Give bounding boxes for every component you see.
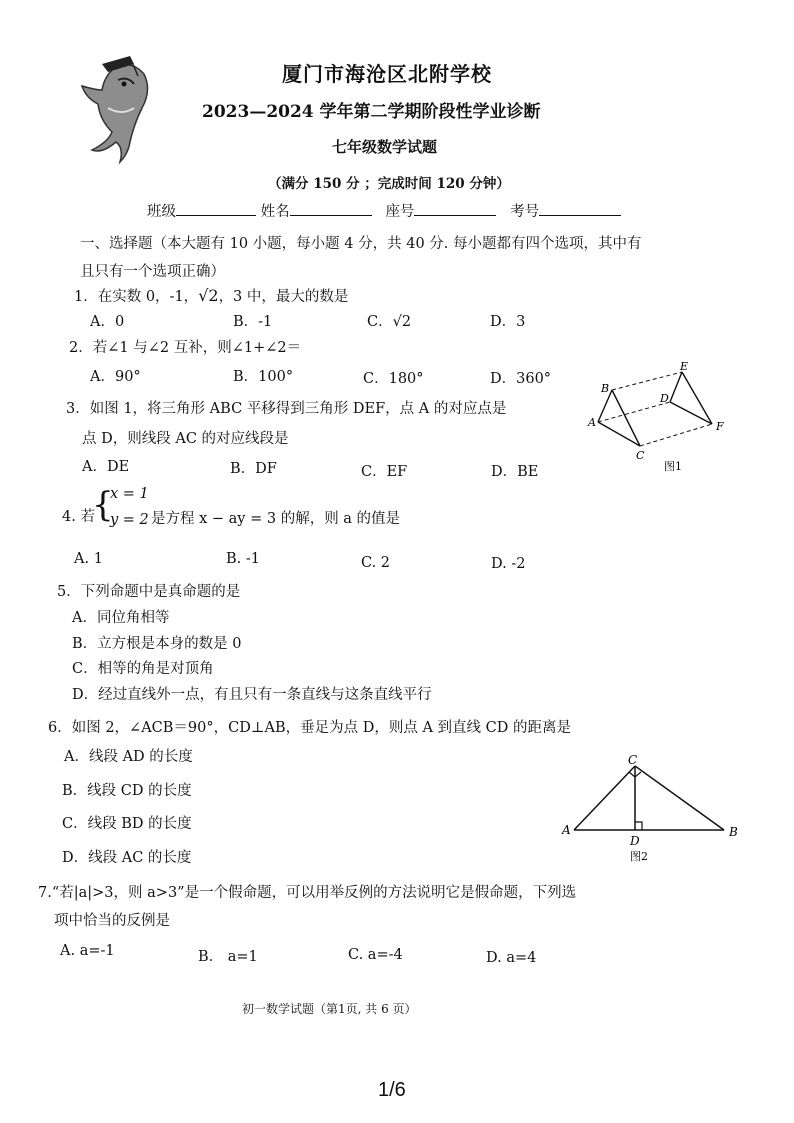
question-4: 是方程 x − ay = 3 的解，则 a 的值是 bbox=[151, 511, 401, 527]
name-field[interactable] bbox=[290, 201, 372, 216]
q6-option-b[interactable]: B．线段 CD 的长度 bbox=[62, 783, 192, 799]
exam-number-label: 考号 bbox=[510, 204, 540, 220]
fig2-label-c: C bbox=[628, 753, 638, 767]
q5-option-b[interactable]: B．立方根是本身的数是 0 bbox=[72, 636, 242, 652]
fig2-segment-bc bbox=[635, 766, 724, 830]
fig1-caption: 图1 bbox=[664, 460, 682, 473]
figure-1 bbox=[584, 358, 734, 476]
q1-option-d[interactable]: D．3 bbox=[490, 314, 526, 330]
q6-option-d[interactable]: D．线段 AC 的长度 bbox=[62, 850, 192, 866]
fig1-label-b: B bbox=[601, 382, 610, 395]
q4-option-a[interactable]: A. 1 bbox=[74, 551, 103, 567]
q2-option-b[interactable]: B．100° bbox=[233, 369, 294, 385]
page-number: 1/6 bbox=[378, 1079, 406, 1101]
question-1: 1．在实数 0，-1，√2，3 中，最大的数是 bbox=[74, 286, 349, 305]
q7-option-c[interactable]: C. a=-4 bbox=[348, 947, 403, 963]
q5-option-d[interactable]: D．经过直线外一点，有且只有一条直线与这条直线平行 bbox=[72, 687, 432, 703]
q7-option-d[interactable]: D. a=4 bbox=[486, 950, 537, 966]
system-brace: { bbox=[92, 485, 114, 525]
class-field[interactable] bbox=[176, 201, 256, 216]
question-2: 2．若∠1 与∠2 互补，则∠1+∠2＝ bbox=[69, 340, 302, 356]
class-label: 班级 bbox=[147, 204, 176, 220]
q4-equation-1: x = 1 bbox=[110, 486, 149, 502]
q1-option-a[interactable]: A．0 bbox=[90, 314, 125, 330]
q2-option-d[interactable]: D．360° bbox=[490, 371, 552, 387]
fig2-caption: 图2 bbox=[630, 850, 648, 863]
q6-option-a[interactable]: A．线段 AD 的长度 bbox=[64, 749, 193, 765]
fig2-label-d: D bbox=[630, 834, 640, 848]
q4-option-c[interactable]: C. 2 bbox=[361, 555, 391, 571]
fig1-label-a: A bbox=[588, 416, 596, 429]
question-3: 3．如图 1，将三角形 ABC 平移得到三角形 DEF，点 A 的对应点是 bbox=[66, 401, 507, 417]
school-name: 厦门市海沧区北附学校 bbox=[282, 62, 492, 86]
fig2-segment-ac bbox=[574, 766, 635, 830]
fig2-label-b: B bbox=[729, 825, 738, 839]
info-fields bbox=[147, 200, 621, 221]
fig1-dash-cf bbox=[640, 424, 712, 446]
q2-option-a[interactable]: A．90° bbox=[90, 369, 141, 385]
fig1-dash-ad bbox=[598, 402, 670, 422]
question-7: 7.“若|a|>3，则 a>3”是一个假命题，可以用举反例的方法说明它是假命题，下列选 bbox=[38, 885, 577, 901]
section-title-cont: 且只有一个选项正确） bbox=[80, 264, 225, 280]
name-label: 姓名 bbox=[260, 204, 290, 220]
q5-option-a[interactable]: A．同位角相等 bbox=[72, 610, 170, 626]
fig2-right-angle-d bbox=[635, 822, 642, 830]
question-5: 5．下列命题中是真命题的是 bbox=[57, 584, 241, 600]
q3-option-c[interactable]: C．EF bbox=[361, 464, 408, 480]
q7-option-a[interactable]: A. a=-1 bbox=[60, 943, 115, 959]
q3-option-a[interactable]: A．DE bbox=[82, 459, 130, 475]
term-title: 2023—2024 学年第二学期阶段性学业诊断 bbox=[202, 102, 541, 122]
dolphin-logo-icon bbox=[72, 50, 164, 168]
fig1-label-e: E bbox=[680, 360, 689, 373]
section-title: 一、选择题（本大题有 10 小题，每小题 4 分，共 40 分. 每小题都有四个选项，其中有 bbox=[80, 236, 642, 252]
fig1-label-c: C bbox=[636, 449, 645, 462]
figure-2 bbox=[558, 750, 748, 868]
q7-option-b[interactable]: B． a=1 bbox=[198, 949, 258, 965]
fig2-label-a: A bbox=[562, 823, 571, 837]
q4-option-b[interactable]: B. -1 bbox=[226, 551, 260, 567]
q3-option-b[interactable]: B．DF bbox=[230, 461, 277, 477]
q4-equation-2: y = 2 bbox=[110, 512, 149, 528]
exam-number-field[interactable] bbox=[539, 201, 621, 216]
question-6: 6．如图 2，∠ACB＝90°，CD⊥AB，垂足为点 D，则点 A 到直线 CD 的距离是 bbox=[48, 720, 571, 736]
fig1-label-d: D bbox=[660, 392, 669, 405]
seat-label: 座号 bbox=[385, 204, 415, 220]
page-footer: 初一数学试题（第1页, 共 6 页） bbox=[242, 1002, 417, 1016]
question-3-cont: 点 D，则线段 AC 的对应线段是 bbox=[82, 431, 289, 447]
q1-option-c[interactable]: C．√2 bbox=[367, 314, 412, 330]
question-4-prefix: 4. 若 bbox=[62, 509, 95, 525]
q2-option-c[interactable]: C．180° bbox=[363, 371, 424, 387]
fig1-label-f: F bbox=[716, 420, 724, 433]
q1-option-b[interactable]: B．-1 bbox=[233, 314, 273, 330]
q6-option-c[interactable]: C．线段 BD 的长度 bbox=[62, 816, 192, 832]
q4-option-d[interactable]: D. -2 bbox=[491, 556, 526, 572]
fig1-dash-be bbox=[612, 372, 682, 390]
q5-option-c[interactable]: C．相等的角是对顶角 bbox=[72, 661, 214, 677]
seat-field[interactable] bbox=[414, 201, 496, 216]
question-7-cont: 项中恰当的反例是 bbox=[54, 913, 170, 929]
exam-info: （满分 150 分 ；完成时间 120 分钟） bbox=[268, 176, 510, 192]
subject-title: 七年级数学试题 bbox=[332, 138, 438, 156]
sqrt2-expression: √2 bbox=[198, 286, 219, 305]
q3-option-d[interactable]: D．BE bbox=[491, 464, 539, 480]
fig1-segment-de bbox=[670, 372, 682, 402]
